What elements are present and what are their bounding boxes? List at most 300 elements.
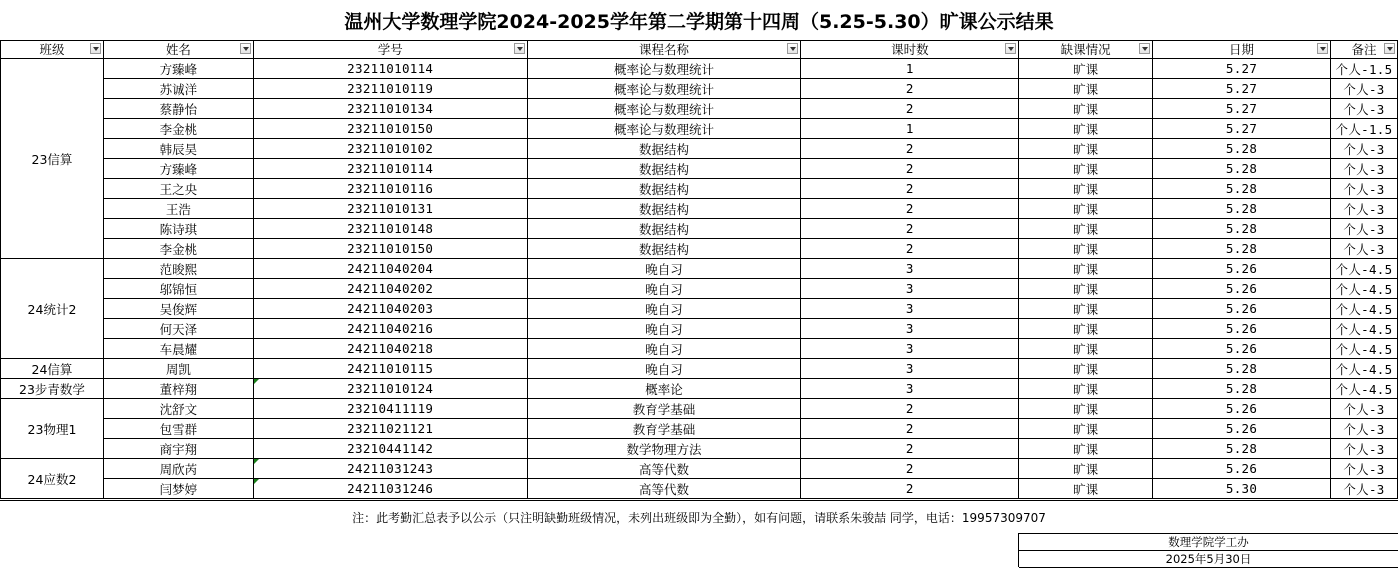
course-cell[interactable]: [527, 279, 801, 299]
hours-cell[interactable]: [801, 319, 1019, 339]
course-cell[interactable]: [527, 219, 801, 239]
status-cell[interactable]: [1019, 59, 1153, 79]
name-cell[interactable]: [103, 239, 253, 259]
date-cell-text: 5.28: [1225, 441, 1258, 456]
date-cell-text: 5.28: [1225, 161, 1258, 176]
status-cell[interactable]: [1019, 439, 1153, 459]
hours-cell[interactable]: [801, 59, 1019, 79]
status-cell-text: 旷课: [1073, 101, 1099, 117]
class-cell[interactable]: 23物理1: [1, 399, 104, 459]
name-cell[interactable]: [103, 399, 253, 419]
course-cell[interactable]: [527, 299, 801, 319]
remark-cell-text: 个人-3: [1343, 201, 1385, 217]
student-id-cell[interactable]: [253, 79, 527, 99]
course-cell-text: 晚自习: [645, 361, 683, 377]
remark-cell-text: 个人-3: [1343, 421, 1385, 437]
date-cell[interactable]: [1153, 179, 1331, 199]
student-id-cell[interactable]: [253, 259, 527, 279]
hours-cell-text: 1: [905, 61, 914, 76]
remark-cell[interactable]: [1330, 199, 1397, 219]
hours-cell[interactable]: [801, 459, 1019, 479]
remark-cell[interactable]: [1330, 59, 1397, 79]
class-cell[interactable]: 24信算: [1, 359, 104, 379]
name-cell-text: 方臻峰: [159, 161, 198, 177]
hours-cell[interactable]: [801, 119, 1019, 139]
date-cell[interactable]: [1153, 399, 1331, 419]
remark-cell[interactable]: [1330, 299, 1397, 319]
remark-cell-text: 个人-3: [1343, 441, 1385, 457]
student-id-cell[interactable]: [253, 399, 527, 419]
course-cell[interactable]: [527, 99, 801, 119]
name-cell[interactable]: [103, 459, 253, 479]
name-cell-text: 韩辰昊: [159, 141, 198, 157]
status-cell[interactable]: [1019, 399, 1153, 419]
remark-cell[interactable]: [1330, 419, 1397, 439]
remark-cell[interactable]: [1330, 439, 1397, 459]
course-cell[interactable]: [527, 419, 801, 439]
status-cell[interactable]: [1019, 219, 1153, 239]
date-cell-text: 5.28: [1225, 241, 1258, 256]
hours-cell[interactable]: [801, 479, 1019, 499]
name-cell-text: 何天泽: [159, 321, 198, 337]
course-cell[interactable]: [527, 459, 801, 479]
hours-cell-text: 2: [905, 201, 914, 216]
class-cell[interactable]: 24应数2: [1, 459, 104, 499]
name-cell-text: 周欣芮: [159, 461, 198, 477]
course-cell[interactable]: [527, 199, 801, 219]
hours-cell-text: 2: [905, 101, 914, 116]
date-cell-text: 5.30: [1225, 481, 1258, 496]
header-class: 班级: [1, 41, 104, 59]
date-cell[interactable]: [1153, 119, 1331, 139]
course-cell[interactable]: [527, 259, 801, 279]
course-cell-text: 晚自习: [645, 341, 683, 357]
name-cell[interactable]: [103, 419, 253, 439]
student-id-cell[interactable]: [253, 279, 527, 299]
student-id-cell[interactable]: [253, 239, 527, 259]
table-row: [1, 299, 1398, 319]
status-cell-text: 旷课: [1073, 481, 1099, 497]
name-cell-text: 董梓翔: [159, 381, 198, 397]
student-id-cell-text: 23211010114: [347, 161, 434, 176]
table-row: [1, 59, 1398, 79]
error-indicator-icon: [254, 379, 259, 384]
table-row: [1, 259, 1398, 279]
remark-cell[interactable]: [1330, 339, 1397, 359]
course-cell-text: 晚自习: [645, 321, 683, 337]
status-cell-text: 旷课: [1073, 341, 1099, 357]
course-cell-text: 高等代数: [639, 481, 690, 497]
course-cell[interactable]: [527, 479, 801, 499]
student-id-cell[interactable]: [253, 459, 527, 479]
student-id-cell-text: 23211010131: [347, 201, 434, 216]
date-cell-text: 5.26: [1225, 261, 1258, 276]
header-date: 日期: [1153, 41, 1331, 59]
student-id-cell[interactable]: [253, 159, 527, 179]
header-student-id: 学号: [253, 41, 527, 59]
hours-cell[interactable]: [801, 259, 1019, 279]
remark-cell-text: 个人-3: [1343, 461, 1385, 477]
hours-cell[interactable]: [801, 379, 1019, 399]
course-cell-text: 数据结构: [639, 141, 690, 157]
table-row: [1, 79, 1398, 99]
table-row: [1, 399, 1398, 419]
attendance-table: [0, 40, 1398, 499]
remark-cell[interactable]: [1330, 279, 1397, 299]
status-cell-text: 旷课: [1073, 301, 1099, 317]
remark-cell-text: 个人-1.5: [1335, 61, 1393, 77]
name-cell[interactable]: [103, 119, 253, 139]
remark-cell[interactable]: [1330, 479, 1397, 499]
student-id-cell-text: 23211010124: [347, 381, 434, 396]
status-cell-text: 旷课: [1073, 421, 1099, 437]
status-cell-text: 旷课: [1073, 221, 1099, 237]
name-cell-text: 蔡静怡: [159, 101, 198, 117]
status-cell[interactable]: [1019, 359, 1153, 379]
hours-cell-text: 2: [905, 401, 914, 416]
hours-cell[interactable]: [801, 199, 1019, 219]
student-id-cell-text: 24211010115: [347, 361, 434, 376]
course-cell-text: 概率论与数理统计: [614, 81, 715, 97]
student-id-cell-text: 24211031246: [347, 481, 434, 496]
remark-cell-text: 个人-4.5: [1335, 261, 1393, 277]
student-id-cell[interactable]: [253, 479, 527, 499]
course-cell[interactable]: [527, 159, 801, 179]
remark-cell-text: 个人-3: [1343, 241, 1385, 257]
name-cell-text: 王浩: [165, 201, 191, 217]
date-cell[interactable]: [1153, 479, 1331, 499]
hours-cell-text: 3: [905, 341, 914, 356]
footer-org: 数理学院学工办: [1019, 534, 1398, 551]
date-cell[interactable]: [1153, 419, 1331, 439]
course-cell[interactable]: [527, 439, 801, 459]
remark-cell[interactable]: [1330, 319, 1397, 339]
date-cell-text: 5.28: [1225, 381, 1258, 396]
remark-cell-text: 个人-1.5: [1335, 121, 1393, 137]
student-id-cell-text: 23210411119: [347, 401, 434, 416]
name-cell-text: 邬锦恒: [159, 281, 198, 297]
remark-cell[interactable]: [1330, 99, 1397, 119]
filter-dropdown-icon[interactable]: [514, 43, 525, 54]
hours-cell[interactable]: [801, 339, 1019, 359]
student-id-cell-text: 23210441142: [347, 441, 434, 456]
course-cell[interactable]: [527, 399, 801, 419]
remark-cell-text: 个人-3: [1343, 101, 1385, 117]
student-id-cell-text: 23211010102: [347, 141, 434, 156]
header-hours: 课时数: [801, 41, 1019, 59]
student-id-cell-text: 23211021121: [347, 421, 434, 436]
name-cell-text: 吴俊辉: [159, 301, 198, 317]
status-cell-text: 旷课: [1073, 181, 1099, 197]
date-cell[interactable]: [1153, 219, 1331, 239]
course-cell-text: 晚自习: [645, 261, 683, 277]
hours-cell[interactable]: [801, 179, 1019, 199]
status-cell[interactable]: [1019, 199, 1153, 219]
name-cell[interactable]: [103, 79, 253, 99]
remark-cell-text: 个人-3: [1343, 221, 1385, 237]
status-cell-text: 旷课: [1073, 261, 1099, 277]
student-id-cell[interactable]: [253, 59, 527, 79]
filter-dropdown-icon[interactable]: [1005, 43, 1016, 54]
status-cell[interactable]: [1019, 459, 1153, 479]
hours-cell[interactable]: [801, 419, 1019, 439]
course-cell-text: 晚自习: [645, 281, 683, 297]
hours-cell-text: 2: [905, 81, 914, 96]
header-row: [1, 41, 1398, 59]
filter-dropdown-icon[interactable]: [1317, 43, 1328, 54]
status-cell-text: 旷课: [1073, 61, 1099, 77]
name-cell[interactable]: [103, 339, 253, 359]
hours-cell[interactable]: [801, 439, 1019, 459]
name-cell[interactable]: [103, 159, 253, 179]
remark-cell[interactable]: [1330, 259, 1397, 279]
hours-cell[interactable]: [801, 399, 1019, 419]
course-cell[interactable]: [527, 179, 801, 199]
remark-cell[interactable]: [1330, 399, 1397, 419]
header-course: 课程名称: [527, 41, 801, 59]
remark-cell-text: 个人-4.5: [1335, 381, 1393, 397]
name-cell[interactable]: [103, 59, 253, 79]
remark-cell[interactable]: [1330, 119, 1397, 139]
remark-cell-text: 个人-4.5: [1335, 301, 1393, 317]
table-row: [1, 359, 1398, 379]
name-cell[interactable]: [103, 279, 253, 299]
notice-text: 注：此考勤汇总表予以公示（只注明缺勤班级情况，未列出班级即为全勤），如有问题，请联系朱骏喆 同学，电话：19957309707: [0, 500, 1398, 534]
filter-dropdown-icon[interactable]: [1139, 43, 1150, 54]
hours-cell-text: 2: [905, 461, 914, 476]
course-cell-text: 概率论与数理统计: [614, 121, 715, 137]
date-cell[interactable]: [1153, 99, 1331, 119]
name-cell[interactable]: [103, 359, 253, 379]
hours-cell[interactable]: [801, 219, 1019, 239]
hours-cell[interactable]: [801, 359, 1019, 379]
page-title: 温州大学数理学院2024-2025学年第二学期第十四周（5.25-5.30）旷课公示结果: [0, 0, 1398, 41]
filter-dropdown-icon[interactable]: [1384, 43, 1395, 54]
hours-cell-text: 3: [905, 301, 914, 316]
name-cell[interactable]: [103, 479, 253, 499]
date-cell-text: 5.28: [1225, 361, 1258, 376]
remark-cell[interactable]: [1330, 239, 1397, 259]
name-cell-text: 周凯: [165, 361, 191, 377]
remark-cell[interactable]: [1330, 79, 1397, 99]
course-cell-text: 数据结构: [639, 201, 690, 217]
remark-cell-text: 个人-4.5: [1335, 321, 1393, 337]
date-cell[interactable]: [1153, 319, 1331, 339]
date-cell[interactable]: [1153, 159, 1331, 179]
student-id-cell-text: 23211010150: [347, 241, 434, 256]
class-cell[interactable]: 23步青数学: [1, 379, 104, 399]
course-cell[interactable]: [527, 359, 801, 379]
status-cell[interactable]: [1019, 79, 1153, 99]
name-cell[interactable]: [103, 139, 253, 159]
status-cell[interactable]: [1019, 479, 1153, 499]
student-id-cell-text: 23211010150: [347, 121, 434, 136]
student-id-cell[interactable]: [253, 299, 527, 319]
name-cell[interactable]: [103, 439, 253, 459]
date-cell[interactable]: [1153, 299, 1331, 319]
course-cell-text: 概率论与数理统计: [614, 101, 715, 117]
hours-cell-text: 2: [905, 141, 914, 156]
hours-cell[interactable]: [801, 279, 1019, 299]
table-row: [1, 179, 1398, 199]
student-id-cell[interactable]: [253, 439, 527, 459]
status-cell[interactable]: [1019, 299, 1153, 319]
status-cell[interactable]: [1019, 119, 1153, 139]
header-status: 缺课情况: [1019, 41, 1153, 59]
date-cell[interactable]: [1153, 59, 1331, 79]
hours-cell[interactable]: [801, 159, 1019, 179]
table-row: [1, 459, 1398, 479]
hours-cell[interactable]: [801, 239, 1019, 259]
date-cell[interactable]: [1153, 359, 1331, 379]
student-id-cell[interactable]: [253, 119, 527, 139]
remark-cell-text: 个人-4.5: [1335, 361, 1393, 377]
table-row: [1, 379, 1398, 399]
table-row: [1, 219, 1398, 239]
status-cell[interactable]: [1019, 139, 1153, 159]
course-cell-text: 概率论与数理统计: [614, 61, 715, 77]
student-id-cell-text: 23211010148: [347, 221, 434, 236]
remark-cell[interactable]: [1330, 179, 1397, 199]
class-cell[interactable]: 24统计2: [1, 259, 104, 359]
date-cell-text: 5.26: [1225, 281, 1258, 296]
table-row: [1, 239, 1398, 259]
remark-cell[interactable]: [1330, 219, 1397, 239]
hours-cell[interactable]: [801, 99, 1019, 119]
footer-signature: [1018, 533, 1398, 567]
status-cell[interactable]: [1019, 239, 1153, 259]
status-cell[interactable]: [1019, 259, 1153, 279]
name-cell-text: 李金桃: [159, 121, 198, 137]
status-cell[interactable]: [1019, 319, 1153, 339]
name-cell[interactable]: [103, 379, 253, 399]
remark-cell[interactable]: [1330, 139, 1397, 159]
status-cell[interactable]: [1019, 339, 1153, 359]
student-id-cell[interactable]: [253, 419, 527, 439]
hours-cell[interactable]: [801, 299, 1019, 319]
filter-dropdown-icon[interactable]: [90, 43, 101, 54]
class-cell[interactable]: 23信算: [1, 59, 104, 259]
remark-cell[interactable]: [1330, 459, 1397, 479]
course-cell[interactable]: [527, 319, 801, 339]
course-cell-text: 数据结构: [639, 181, 690, 197]
status-cell[interactable]: [1019, 419, 1153, 439]
date-cell-text: 5.28: [1225, 141, 1258, 156]
name-cell-text: 王之央: [159, 181, 198, 197]
remark-cell[interactable]: [1330, 159, 1397, 179]
date-cell[interactable]: [1153, 459, 1331, 479]
remark-cell-text: 个人-4.5: [1335, 281, 1393, 297]
footer-date: 2025年5月30日: [1019, 551, 1398, 568]
date-cell[interactable]: [1153, 79, 1331, 99]
status-cell[interactable]: [1019, 179, 1153, 199]
course-cell[interactable]: [527, 239, 801, 259]
date-cell[interactable]: [1153, 239, 1331, 259]
course-cell[interactable]: [527, 119, 801, 139]
name-cell[interactable]: [103, 319, 253, 339]
date-cell[interactable]: [1153, 439, 1331, 459]
course-cell-text: 高等代数: [639, 461, 690, 477]
status-cell-text: 旷课: [1073, 201, 1099, 217]
course-cell[interactable]: [527, 379, 801, 399]
name-cell[interactable]: [103, 259, 253, 279]
course-cell-text: 数据结构: [639, 241, 690, 257]
student-id-cell[interactable]: [253, 319, 527, 339]
table-row: [1, 99, 1398, 119]
status-cell[interactable]: [1019, 279, 1153, 299]
name-cell-text: 包雪群: [159, 421, 198, 437]
table-row: [1, 319, 1398, 339]
student-id-cell[interactable]: [253, 99, 527, 119]
date-cell[interactable]: [1153, 339, 1331, 359]
hours-cell-text: 2: [905, 161, 914, 176]
course-cell[interactable]: [527, 59, 801, 79]
status-cell[interactable]: [1019, 159, 1153, 179]
date-cell[interactable]: [1153, 279, 1331, 299]
course-cell-text: 数据结构: [639, 221, 690, 237]
hours-cell-text: 3: [905, 321, 914, 336]
table-row: [1, 439, 1398, 459]
name-cell[interactable]: [103, 219, 253, 239]
remark-cell-text: 个人-3: [1343, 181, 1385, 197]
filter-dropdown-icon[interactable]: [240, 43, 251, 54]
name-cell[interactable]: [103, 179, 253, 199]
name-cell[interactable]: [103, 99, 253, 119]
name-cell-text: 范晙熙: [159, 261, 198, 277]
name-cell-text: 方臻峰: [159, 61, 198, 77]
student-id-cell[interactable]: [253, 339, 527, 359]
status-cell[interactable]: [1019, 99, 1153, 119]
date-cell-text: 5.28: [1225, 201, 1258, 216]
name-cell-text: 闫梦婷: [159, 481, 198, 497]
student-id-cell[interactable]: [253, 179, 527, 199]
name-cell[interactable]: [103, 199, 253, 219]
remark-cell[interactable]: [1330, 379, 1397, 399]
student-id-cell[interactable]: [253, 359, 527, 379]
student-id-cell[interactable]: [253, 139, 527, 159]
course-cell[interactable]: [527, 79, 801, 99]
course-cell[interactable]: [527, 139, 801, 159]
error-indicator-icon: [254, 459, 259, 464]
course-cell[interactable]: [527, 339, 801, 359]
student-id-cell-text: 24211031243: [347, 461, 434, 476]
date-cell[interactable]: [1153, 199, 1331, 219]
hours-cell[interactable]: [801, 139, 1019, 159]
hours-cell-text: 3: [905, 361, 914, 376]
date-cell-text: 5.28: [1225, 221, 1258, 236]
name-cell[interactable]: [103, 299, 253, 319]
date-cell[interactable]: [1153, 259, 1331, 279]
name-cell-text: 苏诚洋: [159, 81, 198, 97]
date-cell[interactable]: [1153, 379, 1331, 399]
hours-cell[interactable]: [801, 79, 1019, 99]
student-id-cell[interactable]: [253, 199, 527, 219]
student-id-cell-text: 24211040218: [347, 341, 434, 356]
student-id-cell[interactable]: [253, 219, 527, 239]
status-cell[interactable]: [1019, 379, 1153, 399]
date-cell[interactable]: [1153, 139, 1331, 159]
hours-cell-text: 3: [905, 261, 914, 276]
status-cell-text: 旷课: [1073, 141, 1099, 157]
date-cell-text: 5.26: [1225, 461, 1258, 476]
remark-cell-text: 个人-3: [1343, 81, 1385, 97]
table-row: [1, 159, 1398, 179]
student-id-cell-text: 24211040202: [347, 281, 434, 296]
remark-cell[interactable]: [1330, 359, 1397, 379]
student-id-cell[interactable]: [253, 379, 527, 399]
filter-dropdown-icon[interactable]: [787, 43, 798, 54]
date-cell-text: 5.26: [1225, 341, 1258, 356]
